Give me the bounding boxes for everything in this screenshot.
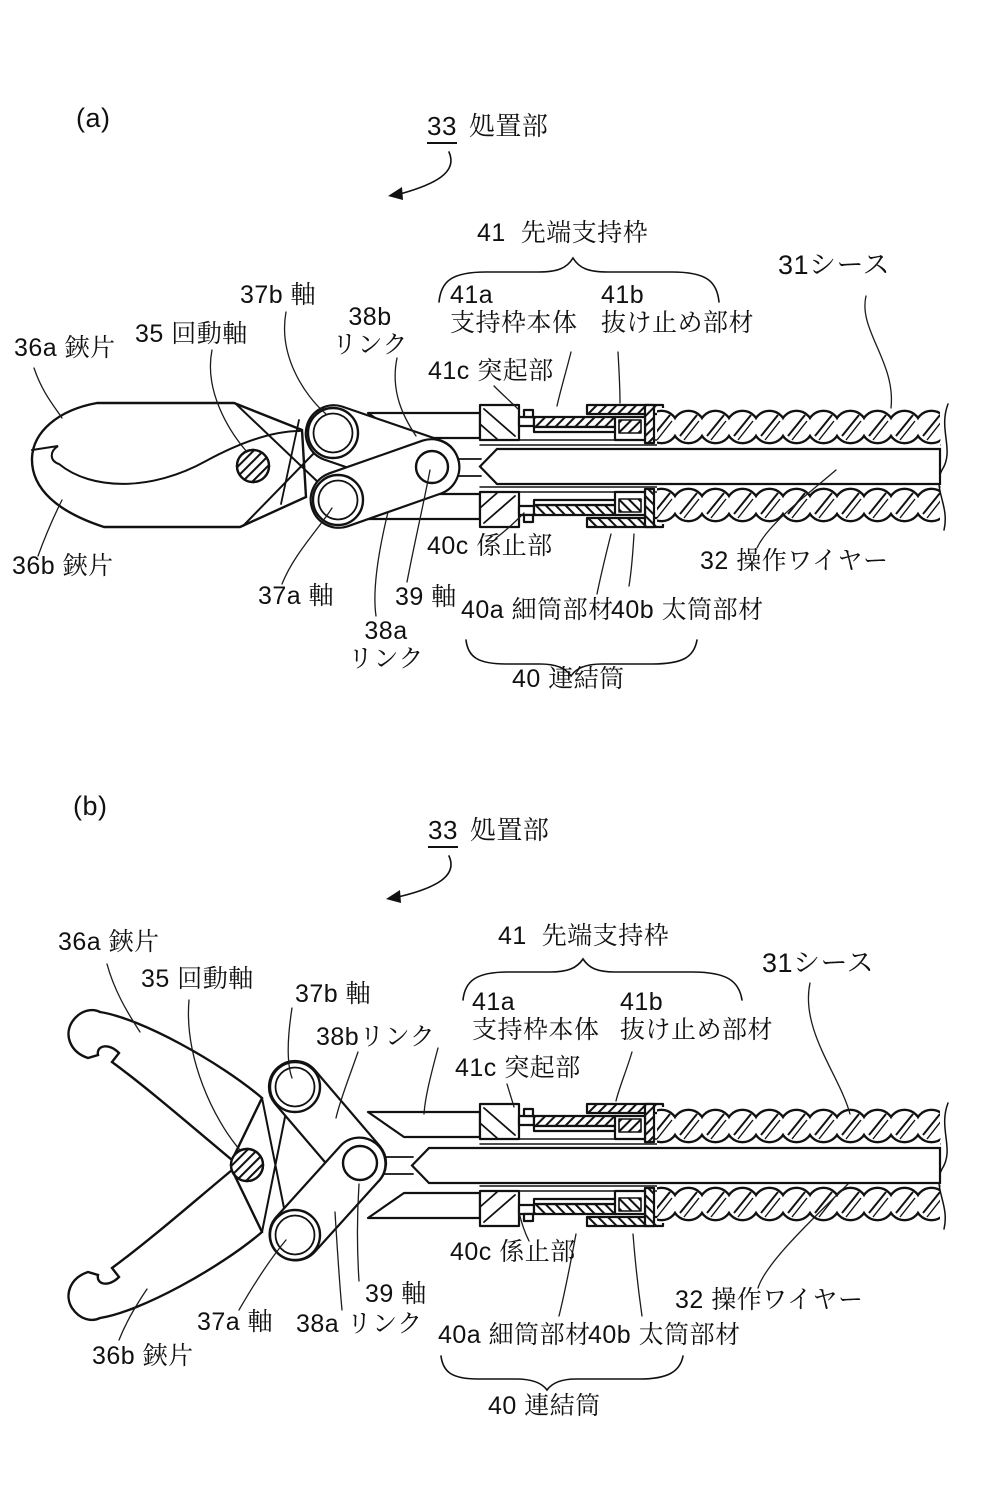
- fig-a-ref-38a-text: リンク: [347, 645, 424, 673]
- fig-a-jaws: [32, 403, 320, 527]
- fig-b-label-33: [428, 816, 549, 845]
- fig-a-label-32: 32 操作ワイヤー: [700, 547, 889, 575]
- fig-a-ref-33: 33: [427, 111, 457, 144]
- fig-b-reference-arrow: [386, 856, 451, 903]
- fig-a-ref-33-text: 処置部: [468, 111, 549, 141]
- fig-a-tag: (a): [76, 103, 111, 133]
- fig-a-label-40b: 40b 太筒部材: [611, 596, 764, 624]
- fig-a-label-36b: 36b 鋏片: [12, 552, 114, 580]
- fig-b-ref-33: 33: [428, 815, 458, 848]
- fig-b-label-36b: 36b 鋏片: [92, 1342, 194, 1370]
- fig-b-label-32: 32 操作ワイヤー: [675, 1286, 864, 1314]
- fig-b-ref-41a: 41a: [472, 988, 516, 1016]
- fig-a-label-39: 39 軸: [395, 583, 457, 611]
- fig-a-reference-arrow: [388, 152, 451, 200]
- fig-b-label-41b: [620, 988, 773, 1044]
- fig-a-label-40: 40 連結筒: [512, 665, 625, 693]
- fig-b-label-39: 39 軸: [365, 1280, 427, 1308]
- fig-b-label-37a: 37a 軸: [197, 1308, 274, 1336]
- fig-a-ref-38a: 38a: [364, 617, 408, 645]
- fig-b-label-38b: 38bリンク: [316, 1023, 436, 1051]
- fig-a-label-41: 41 先端支持枠: [477, 219, 649, 247]
- fig-b-tag: (b): [73, 791, 108, 821]
- fig-b-label-41a: [472, 988, 600, 1044]
- fig-b-label-36a: 36a 鋏片: [58, 928, 160, 956]
- fig-b-label-40: 40 連結筒: [488, 1392, 601, 1420]
- fig-a-label-37a: 37a 軸: [258, 582, 335, 610]
- fig-b-label-35: 35 回動軸: [141, 965, 254, 993]
- fig-a-label-37b: 37b 軸: [240, 281, 317, 309]
- fig-a-label-31: 31シース: [778, 250, 891, 280]
- fig-a-operation-wire: [446, 449, 940, 484]
- fig-a-ref-38b-text: リンク: [331, 331, 408, 359]
- fig-b-label-40b: 40b 太筒部材: [588, 1321, 741, 1349]
- fig-b-label-31: 31シース: [762, 948, 875, 978]
- fig-b-label-41: 41 先端支持枠: [498, 922, 670, 950]
- fig-b-ref-41b-text: 抜け止め部材: [620, 1016, 774, 1044]
- fig-a-ref-41a-text: 支持枠本体: [450, 309, 578, 337]
- fig-a-label-38a: [336, 617, 436, 673]
- fig-b-operation-wire: [378, 1148, 940, 1183]
- fig-a-label-38b: [322, 303, 418, 359]
- fig-b-ref-41b: 41b: [620, 988, 664, 1016]
- fig-a-label-40c: 40c 係止部: [427, 532, 553, 560]
- fig-a-label-36a: 36a 鋏片: [14, 334, 116, 362]
- fig-b-label-37b: 37b 軸: [295, 980, 372, 1008]
- fig-a-label-35: 35 回動軸: [135, 320, 248, 348]
- fig-a-label-41b: [601, 281, 754, 337]
- fig-a-label-41a: [450, 281, 578, 337]
- fig-b-ref-33-text: 処置部: [469, 815, 550, 845]
- fig-a-label-41c: 41c 突起部: [428, 357, 554, 385]
- fig-a-label-40a: 40a 細筒部材: [461, 596, 614, 624]
- fig-a-ref-41b-text: 抜け止め部材: [601, 309, 755, 337]
- fig-b-ref-41a-text: 支持枠本体: [472, 1016, 600, 1044]
- fig-b-label-38a: 38a リンク: [296, 1310, 423, 1338]
- fig-a-ref-41a: 41a: [450, 281, 494, 309]
- fig-a-label-33: [427, 112, 548, 141]
- fig-b-label-40c: 40c 係止部: [450, 1238, 576, 1266]
- fig-a-ref-41b: 41b: [601, 281, 645, 309]
- fig-b-label-40a: 40a 細筒部材: [438, 1321, 591, 1349]
- fig-b-label-41c: 41c 突起部: [455, 1054, 581, 1082]
- fig-a-ref-38b: 38b: [348, 303, 392, 331]
